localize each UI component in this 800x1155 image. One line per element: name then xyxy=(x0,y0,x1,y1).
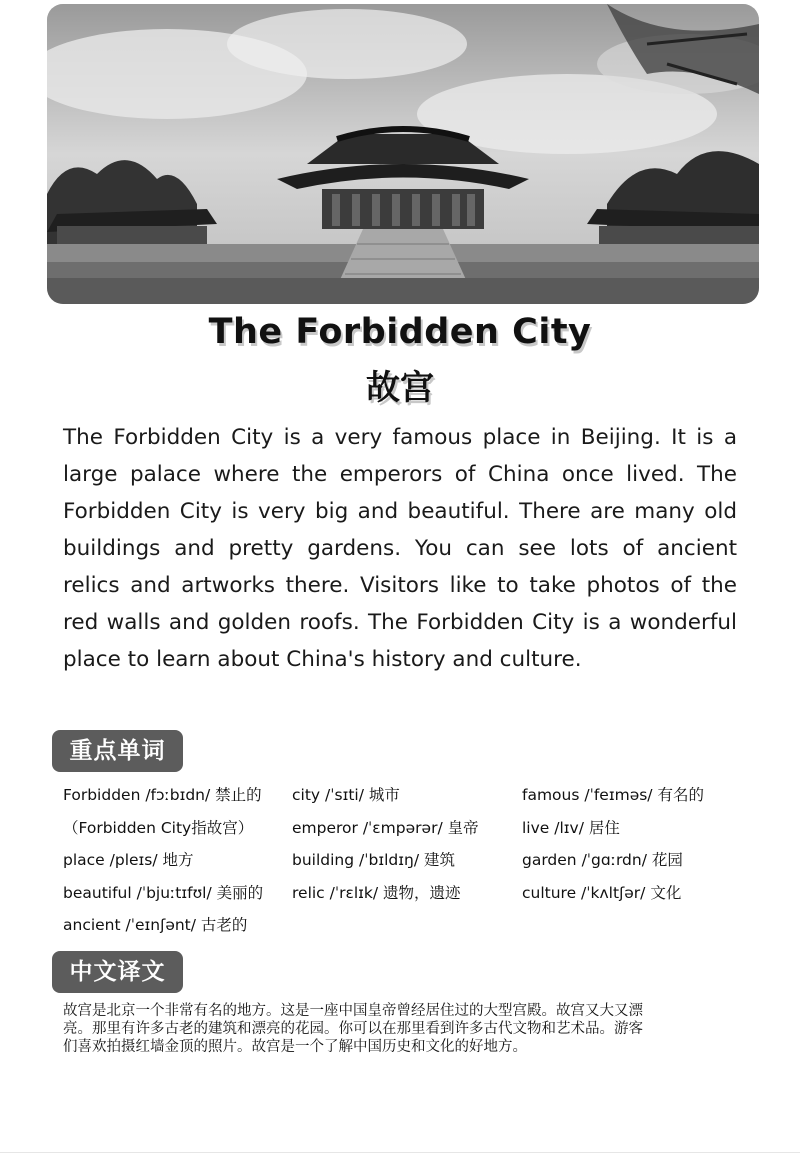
vocab-item: （Forbidden City指故宫） xyxy=(63,818,254,837)
title-english: The Forbidden City xyxy=(208,312,592,352)
vocab-item: culture /ˈkʌltʃər/ 文化 xyxy=(522,883,682,902)
page-bottom-divider xyxy=(0,1152,800,1153)
vocab-item: famous /ˈfeɪməs/ 有名的 xyxy=(522,786,704,804)
vocab-item: place /pleɪs/ 地方 xyxy=(63,851,194,869)
vocab-item: ancient /ˈeɪnʃənt/ 古老的 xyxy=(63,916,248,934)
vocab-column-1 xyxy=(63,784,263,947)
vocab-list xyxy=(0,784,800,944)
title-chinese: 故宫 xyxy=(366,368,434,408)
vocab-item: beautiful /ˈbjuːtɪfʊl/ 美丽的 xyxy=(63,883,264,902)
vocab-item: live /lɪv/ 居住 xyxy=(522,818,620,837)
vocab-item: building /ˈbɪldɪŋ/ 建筑 xyxy=(292,851,455,869)
forbidden-city-palace-illustration xyxy=(47,4,759,304)
vocab-column-3 xyxy=(522,784,704,914)
hero-image xyxy=(47,4,759,304)
vocab-item: garden /ˈgɑːrdn/ 花园 xyxy=(522,851,683,869)
translation-heading: 中文译文 xyxy=(52,951,183,993)
vocab-heading: 重点单词 xyxy=(52,730,183,772)
vocab-column-2 xyxy=(292,784,479,914)
chinese-translation: 故宫是北京一个非常有名的地方。这是一座中国皇帝曾经居住过的大型宫殿。故宫又大又漂亮。那里有许多古老的建筑和漂亮的花园。你可以在那里看到许多古代文物和艺术品。游客们喜欢拍摄红墙金顶的照片。故宫是一个了解中国历史和文化的好地方。 xyxy=(63,1003,643,1055)
reading-passage: The Forbidden City is a very famous place in Beijing. It is a large palace where the emperors of China once lived. The Forbidden City is very big and beautiful. There are many old buildings and pretty gardens. You can see lots of ancient relics and artworks there. Visitors like to take photos of the red walls and golden roofs. The Forbidden City is a wonderful place to learn about China's history and culture. xyxy=(63,425,737,672)
vocab-item: city /ˈsɪti/ 城市 xyxy=(292,786,400,804)
vocab-item: relic /ˈrɛlɪk/ 遗物，遗迹 xyxy=(292,883,461,902)
vocab-item: Forbidden /fɔːbɪdn/ 禁止的 xyxy=(63,786,262,804)
vocab-item: emperor /ˈɛmpərər/ 皇帝 xyxy=(292,818,479,837)
